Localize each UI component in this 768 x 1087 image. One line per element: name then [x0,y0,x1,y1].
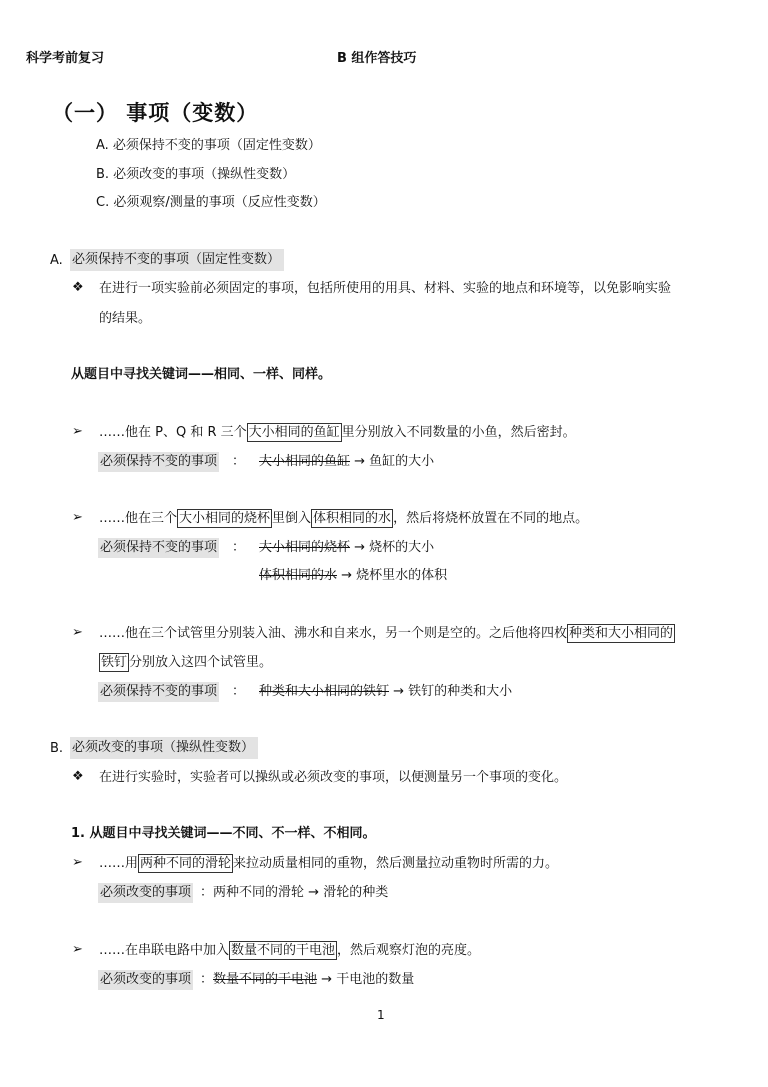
answer-line: ：数量不同的干电池 → 干电池的数量 [200,972,415,987]
diamond-bullet-icon: ❖ [72,769,84,784]
example-line: 铁钉 分别放入这四个试管里。 [101,655,273,670]
list-item: C. 必须观察/测量的事项（反应性变数） [96,195,326,210]
arrow-bullet-icon: ➢ [72,424,83,439]
arrow-bullet-icon: ➢ [72,510,83,525]
arrow-bullet-icon: ➢ [72,855,83,870]
arrow-bullet-icon: ➢ [72,625,83,640]
keyword-box: 大小相同的烧杯 [179,511,271,526]
example-line: ……他在三个试管里分别装入油、沸水和自来水，另一个则是空的。之后他将四枚 种类和大小相同的 [99,626,674,641]
keyword-box: 体积相同的水 [313,511,392,526]
answer-line: ：两种不同的滑轮 → 滑轮的种类 [200,885,389,900]
part-a-desc-1: 在进行一项实验前必须固定的事项，包括所使用的用具、材料、实验的地点和环境等，以免影响实验 [99,281,672,296]
keyword-box: 大小相同的鱼缸 [248,425,340,440]
list-item: B. 必须改变的事项（操纵性变数） [96,167,296,182]
colon: ： [232,540,246,555]
page-number: 1 [377,1008,385,1022]
section-title: （一） 事项（变数） [52,101,259,125]
colon: ： [232,454,246,469]
manipulated-label: 必须改变的事项 [98,883,193,903]
answer-line: 大小相同的鱼缸 → 鱼缸的大小 [259,454,435,469]
constant-label: 必须保持不变的事项 [98,682,219,702]
part-b-desc: 在进行实验时，实验者可以操纵或必须改变的事项，以便测量另一个事项的变化。 [99,770,568,785]
part-a-heading: 必须保持不变的事项（固定性变数） [70,249,284,271]
constant-label: 必须保持不变的事项 [98,452,219,472]
manipulated-label: 必须改变的事项 [98,970,193,990]
part-b-heading: 必须改变的事项（操纵性变数） [70,737,258,759]
example-line: ……他在 P、Q 和 R 三个 大小相同的鱼缸 里分别放入不同数量的小鱼，然后密封。 [99,425,576,440]
example-line: ……在串联电路中加入 数量不同的干电池 ，然后观察灯泡的亮度。 [99,943,481,958]
header-center: B 组作答技巧 [337,51,417,66]
keyword-box: 两种不同的滑轮 [140,856,232,871]
answer-line: 体积相同的水 → 烧杯里水的体积 [259,568,448,583]
constant-label: 必须保持不变的事项 [98,538,219,558]
part-a-letter: A. [50,253,63,268]
colon: ： [232,684,246,699]
part-b-keyword: 1. 从题目中寻找关键词——不同、不一样、不相同。 [71,826,376,841]
keyword-box: 铁钉 [101,655,128,670]
example-line: ……用 两种不同的滑轮 来拉动质量相同的重物，然后测量拉动重物时所需的力。 [99,856,559,871]
answer-line: 种类和大小相同的铁钉 → 铁钉的种类和大小 [259,684,513,699]
diamond-bullet-icon: ❖ [72,280,84,295]
part-a-desc-2: 的结果。 [99,311,152,326]
keyword-box: 种类和大小相同的 [569,626,674,641]
answer-line: 大小相同的烧杯 → 烧杯的大小 [259,540,435,555]
arrow-bullet-icon: ➢ [72,942,83,957]
part-a-keyword: 从题目中寻找关键词——相同、一样、同样。 [71,367,332,382]
list-item: A. 必须保持不变的事项（固定性变数） [96,138,321,153]
header-left: 科学考前复习 [26,51,105,66]
keyword-box: 数量不同的干电池 [231,943,336,958]
part-b-letter: B. [50,741,64,756]
example-line: ……他在三个 大小相同的烧杯 里倒入 体积相同的水 ，然后将烧杯放置在不同的地点。 [99,511,589,526]
